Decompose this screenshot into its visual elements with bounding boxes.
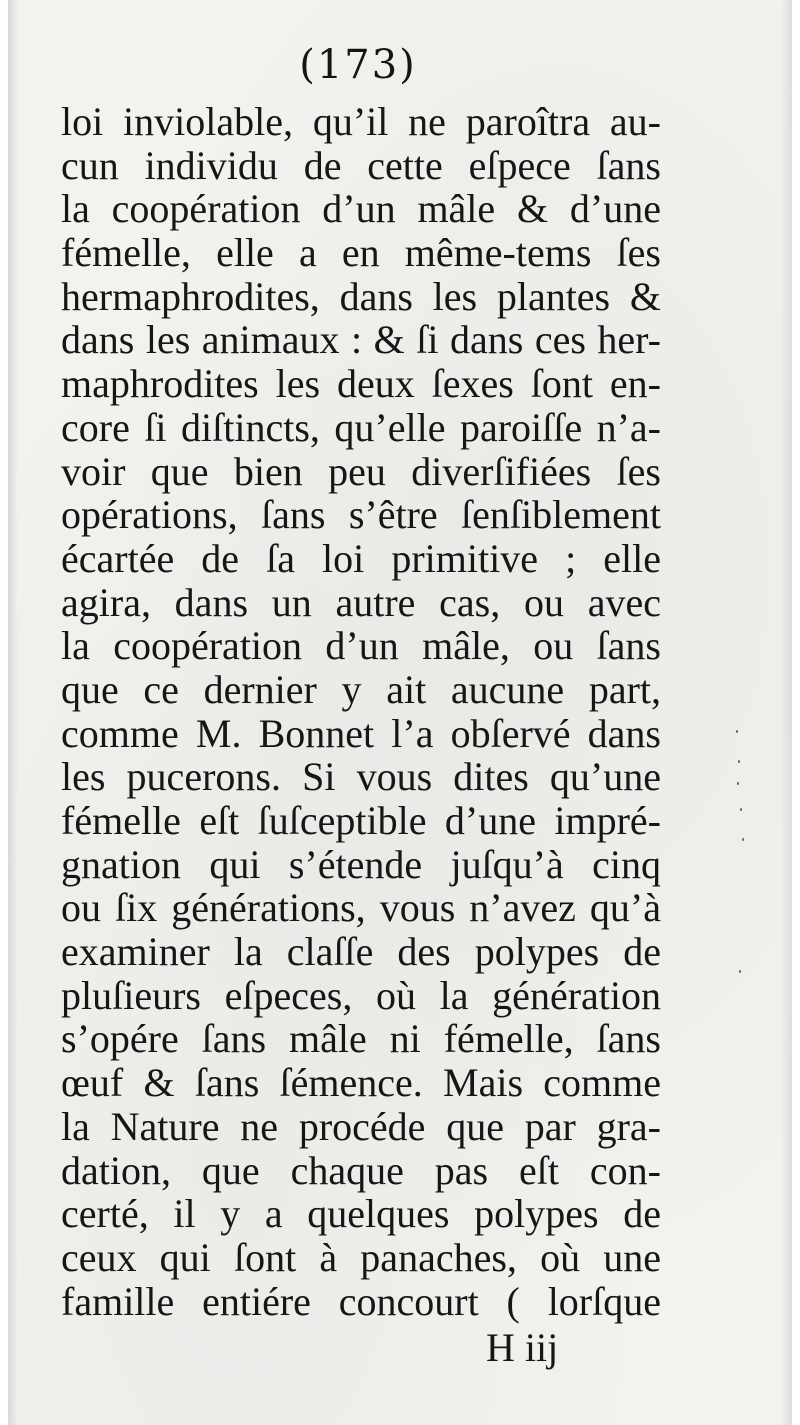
text-line: agira, dans un autre cas, ou avec [61,579,661,625]
text-line: ou ſix générations, vous n’avez qu’à [61,885,661,931]
text-line: la coopération d’un mâle & d’une [61,186,661,232]
text-line: core ſi diſtincts, qu’elle paroiſſe n’a- [61,404,661,450]
text-line: dation, que chaque pas eſt con- [61,1147,661,1193]
page-number: (173) [299,42,417,88]
text-line: la coopération d’un mâle, ou ſans [61,623,661,669]
text-line: fémelle, elle a en même-tems ſes [61,230,661,276]
text-line: la Nature ne procéde que par gra- [61,1103,661,1149]
page-right-edge [780,0,792,1425]
text-line: certé, il y a quelques polypes de [61,1191,661,1237]
text-line: opérations, ſans s’être ſenſiblement [61,492,661,538]
text-line: voir que bien peu diverſifiées ſes [61,448,661,494]
body-text [61,100,661,1323]
text-line: famille entiére concourt ( lorſque [61,1278,661,1324]
book-page [8,0,792,1425]
text-line: fémelle eſt ſuſceptible d’une impré- [61,798,661,843]
text-line: les pucerons. Si vous dites qu’une [61,754,661,800]
text-line: que ce dernier y ait aucune part, [61,666,661,712]
text-line: maphrodites les deux ſexes ſont en- [61,361,661,407]
text-line: œuf & ſans ſémence. Mais comme [61,1060,661,1106]
paper-specks [728,720,758,1000]
text-line: examiner la claſſe des polypes de [61,929,661,975]
text-line: loi inviolable, qu’il ne paroîtra au- [61,99,661,144]
text-line: écartée de ſa loi primitive ; elle [61,535,661,581]
signature-mark: H iij [486,1325,559,1370]
text-line: pluſieurs eſpeces, où la génération [61,972,661,1018]
text-line: cun individu de cette eſpece ſans [61,142,661,188]
text-line: dans les animaux : & ſi dans ces her- [61,317,661,363]
text-line: hermaphrodites, dans les plantes & [61,273,661,319]
text-line: comme M. Bonnet l’a obſervé dans [61,710,661,756]
text-line: s’opére ſans mâle ni fémelle, ſans [61,1016,661,1062]
text-line: gnation qui s’étende juſqu’à cinq [61,841,661,887]
text-line: ceux qui ſont à panaches, où une [61,1234,661,1280]
page-left-edge [8,0,18,1425]
